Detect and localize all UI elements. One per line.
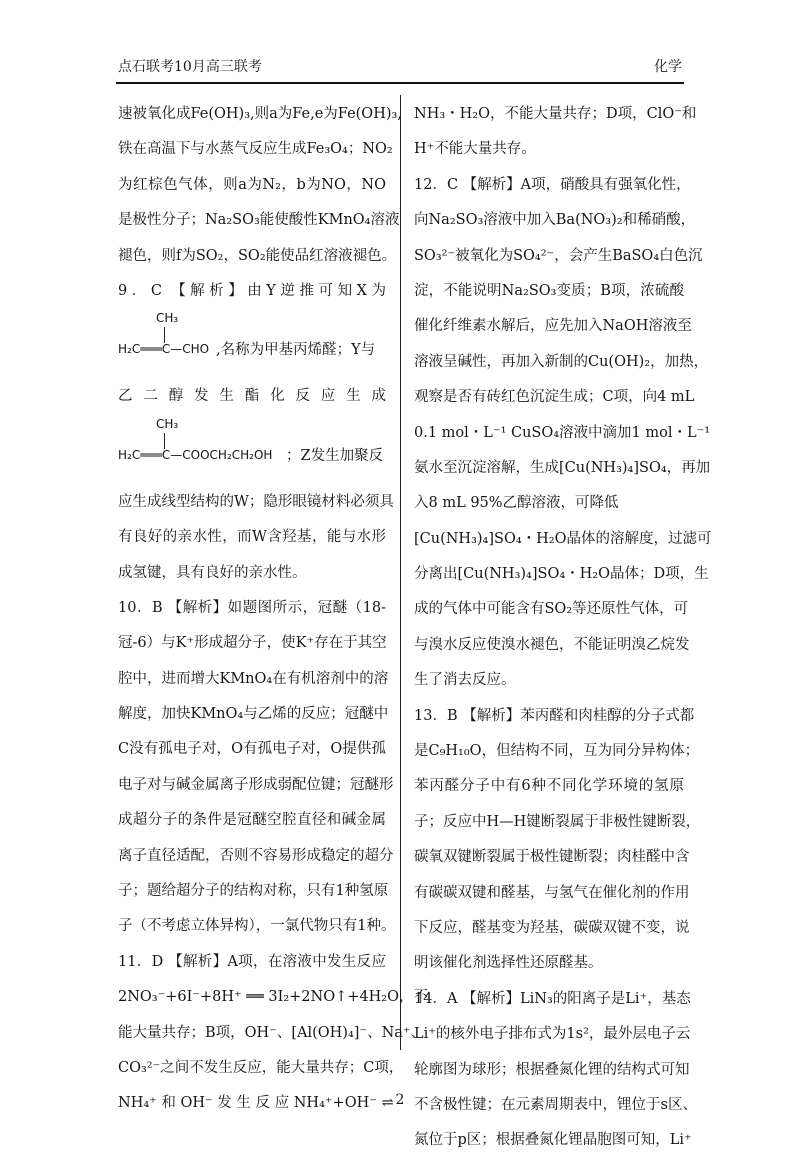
text-line: 离子直径适配，否则不容易形成稳定的超分 xyxy=(118,847,394,864)
text-line: 速被氧化成Fe(OH)₃,则a为Fe,e为Fe(OH)₃, xyxy=(118,106,402,122)
text-line: 下反应，醛基变为羟基，碳碳双键不变，说 xyxy=(414,919,690,936)
text-line: 成氢键，具有良好的亲水性。 xyxy=(118,564,307,581)
methyl-group-label: CH₃ xyxy=(156,311,179,326)
text-line: 11．D 【解析】A项，在溶液中发生反应 xyxy=(118,953,386,970)
text-line: 明该催化剂选择性还原醛基。 xyxy=(414,955,603,972)
text-line: 入8 mL 95%乙醇溶液，可降低 xyxy=(414,495,619,512)
text-line: 生了消去反应。 xyxy=(414,672,516,689)
text-line: 分离出[Cu(NH₃)₄]SO₄・H₂O晶体；D项，生 xyxy=(414,566,709,583)
text-line: Li⁺的核外电子排布式为1s²，最外层电子云 xyxy=(414,1026,691,1043)
text-line: NH₄⁺ 和 OH⁻ 发 生 反 应 NH₄⁺+OH⁻ ⇌ xyxy=(118,1095,394,1112)
text-line: C没有孤电子对，O有孤电子对，O提供孤 xyxy=(118,741,386,758)
text-line: 0.1 mol・L⁻¹ CuSO₄溶液中滴加1 mol・L⁻¹ xyxy=(414,424,711,441)
text-line: 碳氧双键断裂属于极性键断裂；肉桂醛中含 xyxy=(414,849,690,866)
header-rule xyxy=(116,82,684,84)
header-exam-title: 点石联考10月高三联考 xyxy=(118,59,262,75)
text-line: 铁在高温下与水蒸气反应生成Fe₃O₄；NO₂ xyxy=(118,141,393,158)
text-line: 解度，加快KMnO₄与乙烯的反应；冠醚中 xyxy=(118,706,389,723)
text-line: 9．C 【解析】由Y逆推可知X为 xyxy=(118,282,386,299)
text-line: 是极性分子；Na₂SO₃能使酸性KMnO₄溶液 xyxy=(118,212,400,229)
text-line: 冠-6）与K⁺形成超分子，使K⁺存在于其空 xyxy=(118,635,387,652)
text-line: 12．C 【解析】A项，硝酸具有强氧化性， xyxy=(414,176,691,193)
text-line: 观察是否有砖红色沉淀生成；C项，向4 mL xyxy=(414,389,695,406)
structural-formula-y xyxy=(118,415,386,485)
text-line: NH₃・H₂O，不能大量共存；D项，ClO⁻和 xyxy=(414,106,697,122)
text-line: 不含极性键；在元素周期表中，锂位于s区、 xyxy=(414,1096,697,1113)
formula-main-chain: H₂C═══C—COOCH₂CH₂OH xyxy=(118,447,273,462)
text-line: 10．B 【解析】如题图所示，冠醚（18- xyxy=(118,599,386,616)
text-line: 能大量共存；B项，OH⁻、[Al(OH)₄]⁻、Na⁺、 xyxy=(118,1024,426,1041)
text-line: [Cu(NH₃)₄]SO₄・H₂O晶体的溶解度，过滤可 xyxy=(414,530,712,547)
column-divider xyxy=(400,95,401,1050)
formula-main-chain: H₂C═══C—CHO xyxy=(118,342,210,357)
text-line: 14．A 【解析】LiN₃的阳离子是Li⁺，基态 xyxy=(414,990,691,1007)
text-line: 子（不考虑立体异构），一氯代物只有1种。 xyxy=(118,918,396,935)
text-line: 电子对与碱金属离子形成弱配位键；冠醚形 xyxy=(118,776,394,793)
text-line: 苯丙醛分子中有6种不同化学环境的氢原 xyxy=(414,778,684,795)
text-line: 向Na₂SO₃溶液中加入Ba(NO₃)₂和稀硝酸， xyxy=(414,212,696,229)
text-line: H⁺不能大量共存。 xyxy=(414,141,536,158)
text-line: 氮位于p区；根据叠氮化锂晶胞图可知，Li⁺ xyxy=(414,1132,692,1149)
text-line: 是C₉H₁₀O，但结构不同，互为同分异构体； xyxy=(414,743,700,760)
equation-line: 2NO₃⁻+6I⁻+8H⁺ ══ 3I₂+2NO↑+4H₂O，不 xyxy=(118,989,428,1006)
header-subject: 化学 xyxy=(654,59,682,75)
text-line: 子；题给超分子的结构对称，只有1种氢原 xyxy=(118,883,389,900)
bond-line xyxy=(164,433,165,449)
right-column xyxy=(414,97,712,1159)
text-line: 有碳碳双键和醛基，与氢气在催化剂的作用 xyxy=(414,884,690,901)
text-line: 应生成线型结构的W；隐形眼镜材料必须具 xyxy=(118,493,394,510)
text-line: 催化纤维素水解后，应先加入NaOH溶液至 xyxy=(414,318,692,335)
text-line: SO₃²⁻被氧化为SO₄²⁻，会产生BaSO₄白色沉 xyxy=(414,247,703,264)
text-line: 为红棕色气体，则a为N₂，b为NO，NO xyxy=(118,176,386,193)
methyl-group-label: CH₃ xyxy=(156,416,179,431)
text-line: 褪色，则f为SO₂，SO₂能使品红溶液褪色。 xyxy=(118,247,397,264)
formula-tail-text: ,名称为甲基丙烯醛；Y与 xyxy=(216,342,376,359)
formula-tail-text: ；Z发生加聚反 xyxy=(286,447,384,464)
text-line: 乙 二 醇 发 生 酯 化 反 应 生 成 xyxy=(118,388,386,405)
bond-line xyxy=(164,327,165,343)
page-number: 2 xyxy=(395,1092,405,1108)
text-line: 有良好的亲水性，而W含羟基，能与水形 xyxy=(118,529,386,546)
text-line: 13．B 【解析】苯丙醛和肉桂醇的分子式都 xyxy=(414,707,695,724)
text-line: 轮廓图为球形；根据叠氮化锂的结构式可知 xyxy=(414,1061,690,1078)
text-line: 与溴水反应使溴水褪色，不能证明溴乙烷发 xyxy=(414,636,690,653)
text-line: 氨水至沉淀溶解，生成[Cu(NH₃)₄]SO₄，再加 xyxy=(414,459,711,476)
text-line: CO₃²⁻之间不发生反应，能大量共存；C项， xyxy=(118,1059,404,1076)
text-line: 腔中，进而增大KMnO₄在有机溶剂中的溶 xyxy=(118,670,389,687)
text-line: 成的气体中可能含有SO₂等还原性气体，可 xyxy=(414,601,689,618)
left-column xyxy=(118,97,428,1122)
text-line: 淀，不能说明Na₂SO₃变质；B项，浓硫酸 xyxy=(414,282,684,299)
structural-formula-x xyxy=(118,309,386,379)
text-line: 溶液呈碱性，再加入新制的Cu(OH)₂，加热， xyxy=(414,353,709,370)
text-line: 子；反应中H—H键断裂属于非极性键断裂， xyxy=(414,813,701,830)
page-header xyxy=(118,56,682,78)
text-line: 成超分子的条件是冠醚空腔直径和碱金属 xyxy=(118,812,386,829)
